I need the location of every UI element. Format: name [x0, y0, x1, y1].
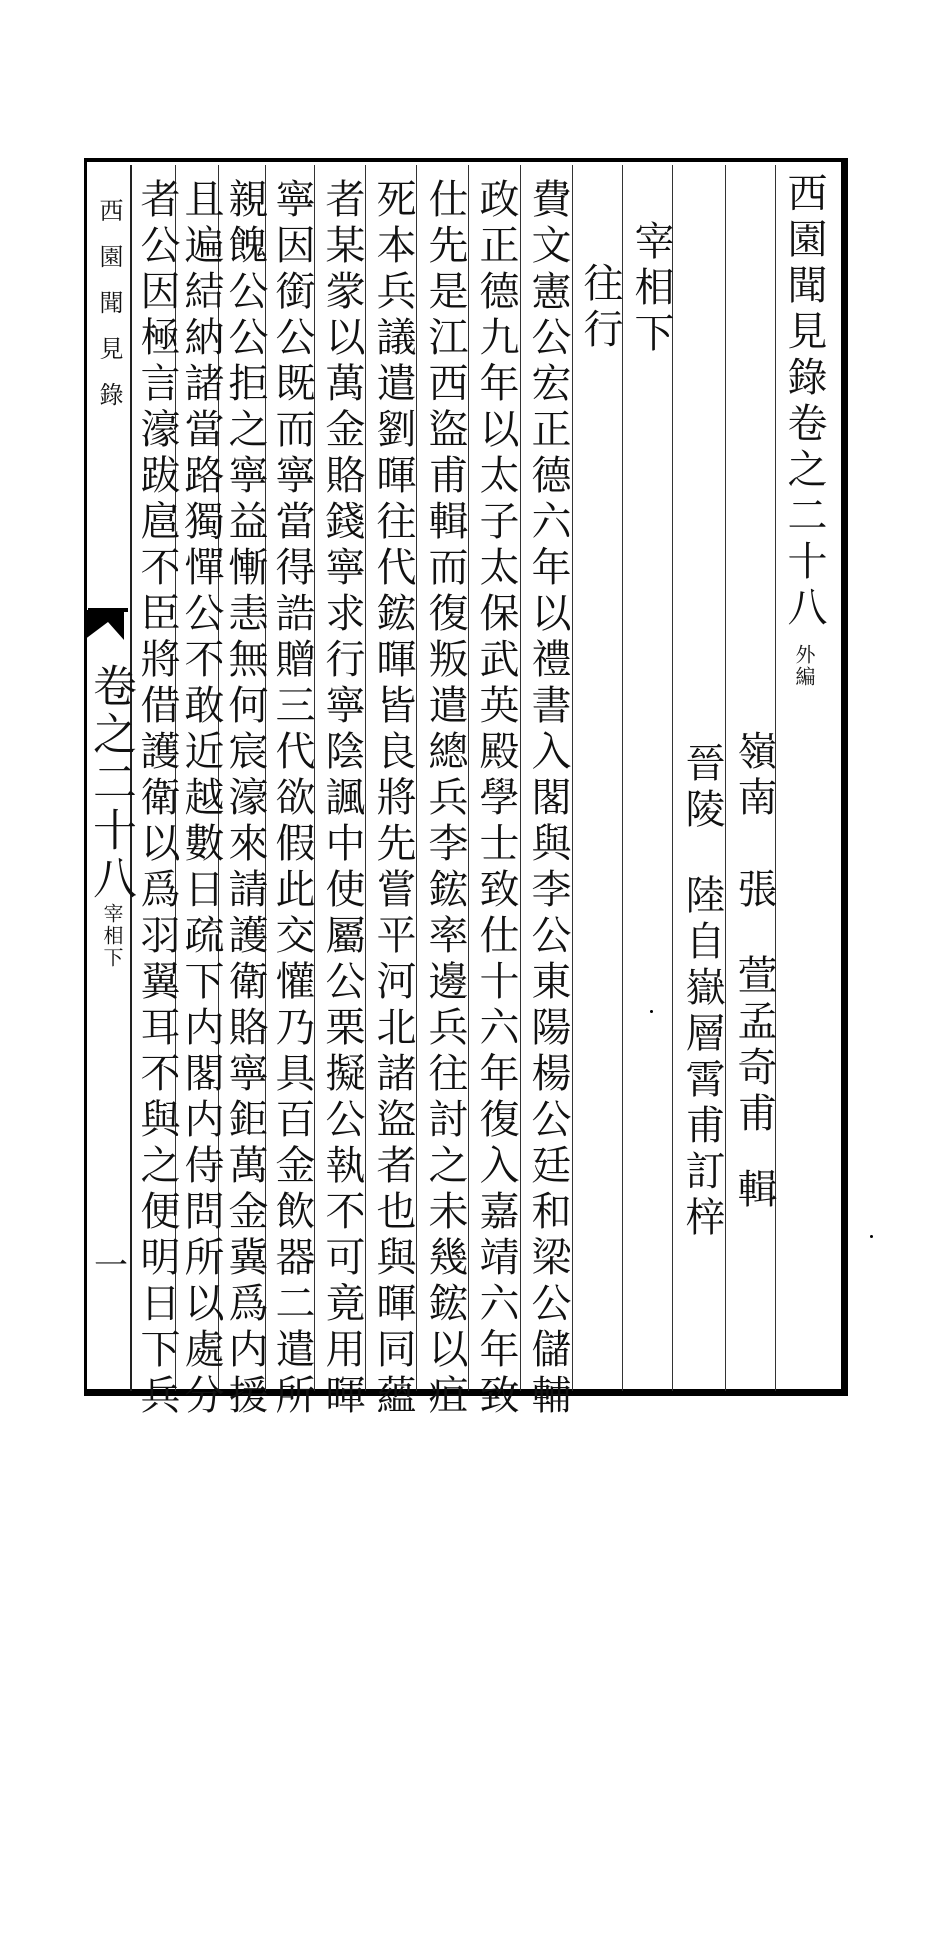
body-column	[522, 178, 574, 1420]
editor-place: 晉陵	[679, 742, 725, 834]
body-text: 親餽公公拒之寧益慚恚無何宸濠來請護衛賂寧鉅萬金冀爲内援	[222, 178, 268, 1420]
section-subheading: 往行	[577, 262, 623, 354]
body-text: 者某䝉以萬金賂錢寧求行寧陰諷中使屬公栗擬公執不可竟用暉	[319, 178, 365, 1420]
book-title: 西園聞見錄卷之二十八	[781, 172, 827, 632]
title-column	[778, 172, 830, 1382]
fishtail-mark	[84, 610, 124, 640]
editor-credit: 陸自嶽層霄甫訂梓	[679, 874, 725, 1242]
author-surname: 張	[731, 868, 777, 914]
volume-label: 卷之二十八	[85, 663, 136, 903]
section-heading: 宰相下	[628, 220, 674, 358]
author-role: 輯	[731, 1168, 777, 1214]
ink-speck	[870, 1235, 873, 1238]
page-number: 一	[94, 1246, 128, 1286]
body-text: 寧因銜公既而寧當得誥贈三代欲假此交懽乃具百金飲器二遣所	[269, 178, 315, 1420]
body-text: 費文憲公宏正德六年以禮書入閣與李公東陽楊公廷和梁公儲輔	[525, 178, 571, 1420]
subheading-column	[574, 262, 626, 1472]
subsection-label: 宰相下	[100, 903, 124, 969]
body-text: 者公因極言濠跋扈不臣將借護衛以爲羽翼耳不與之便明日下兵	[134, 178, 180, 1420]
margin-banner	[84, 158, 136, 1388]
author-credit-column	[728, 730, 780, 1940]
body-column	[266, 178, 318, 1420]
ink-speck	[650, 1010, 653, 1013]
body-column	[470, 178, 522, 1420]
body-text: 政正德九年以太子太保武英殿學士致仕十六年復入嘉靖六年致	[473, 178, 519, 1420]
editor-credit-column	[676, 742, 728, 1952]
author-name: 萱孟奇甫	[731, 954, 777, 1138]
title-note: 外編	[792, 644, 816, 688]
body-text: 死本兵議遣劉暉往代鋐暉皆良將先嘗平河北諸盜者也與暉同蘊	[370, 178, 416, 1420]
body-column	[367, 178, 419, 1420]
section-heading-column	[625, 220, 677, 1430]
body-text: 且遍結納諸當路獨憚公不敢近越數日疏下内閣内侍問所以處分	[178, 178, 224, 1420]
body-text: 仕先是江西盜甫輯而復叛遣總兵李鋐率邊兵往討之未幾鋐以疽	[422, 178, 468, 1420]
spine-title: 西園聞見錄	[95, 198, 123, 428]
body-column	[419, 178, 471, 1420]
body-column	[316, 178, 368, 1420]
author-place: 嶺南	[731, 730, 777, 822]
